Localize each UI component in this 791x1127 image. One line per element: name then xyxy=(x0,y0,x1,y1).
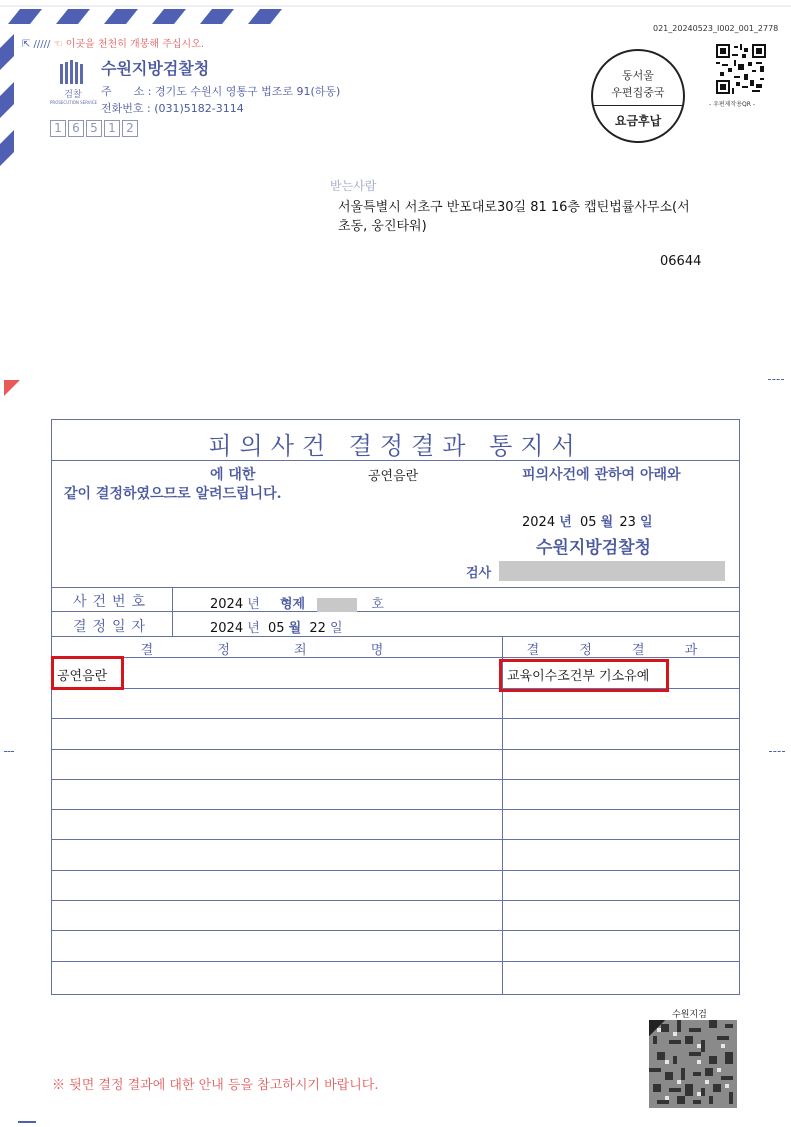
postmark-line3: 요금후납 xyxy=(614,114,662,128)
case-row-divider xyxy=(52,611,739,612)
open-notice-text: ☜ 이곳을 천천히 개봉해 주십시오. xyxy=(53,39,205,50)
postal-qr-code xyxy=(716,44,766,94)
case-number-redacted xyxy=(317,598,357,612)
decision-month: 05 xyxy=(267,621,285,636)
postal-digit: 5 xyxy=(86,120,102,137)
logo-sub: PROSECUTION SERVICE xyxy=(50,100,98,105)
intro-line2: 같이 결정하였으므로 알려드립니다. xyxy=(64,486,282,502)
notice-title: 피의사건 결정결과 통지서 xyxy=(208,432,583,460)
verification-qr-label: 수원지검 xyxy=(672,1010,707,1020)
postal-digit: 6 xyxy=(68,120,84,137)
date-day: 23 xyxy=(619,515,636,530)
prosecutor-name-redacted xyxy=(499,561,725,581)
table-row-line xyxy=(52,839,739,840)
notice-date xyxy=(522,511,653,530)
prosecution-logo xyxy=(50,60,96,106)
case-suffix: 호 xyxy=(371,597,384,612)
decision-day-unit: 일 xyxy=(330,621,343,636)
case-number-value xyxy=(210,593,384,612)
table-row-line xyxy=(52,718,739,719)
date-year: 2024 xyxy=(522,515,556,530)
postmark-line1: 동서울 xyxy=(622,69,654,82)
case-year: 2024 xyxy=(210,597,244,612)
table-row-line xyxy=(52,900,739,901)
intro-crime: 공연음란 xyxy=(368,469,419,484)
intro-tail: 피의사건에 관하여 아래와 xyxy=(522,467,681,483)
recipient-postal-code: 06644 xyxy=(660,254,702,269)
postal-digit: 2 xyxy=(122,120,138,137)
header-divider xyxy=(52,587,739,588)
decision-date-label: 결정일자 xyxy=(72,619,152,635)
footer-notice: ※ 뒷면 결정 결과에 대한 안내 등을 참고하시기 바랍니다. xyxy=(52,1078,379,1093)
recipient-address-line1: 서울특별시 서초구 반포대로30길 81 16층 캡틴법률사무소(서 xyxy=(338,200,690,215)
postmark-stamp xyxy=(591,49,685,143)
date-row-divider xyxy=(52,636,739,637)
title-divider xyxy=(52,460,739,461)
prosecutor-label: 검사 xyxy=(466,566,492,581)
fold-corner-mark xyxy=(4,380,20,396)
decision-date-value xyxy=(210,617,343,636)
fold-mark-left xyxy=(4,751,14,752)
sender-postal-code xyxy=(50,117,140,137)
address-label: 주 소 : xyxy=(101,85,152,98)
open-notice xyxy=(22,35,204,50)
case-number-label: 사건번호 xyxy=(72,594,152,610)
tear-line-icon: ⇱ ///// xyxy=(22,39,51,50)
decision-month-unit: 월 xyxy=(288,621,302,636)
sender-phone xyxy=(101,100,244,116)
date-year-unit: 년 xyxy=(559,515,572,530)
page-bottom-mark xyxy=(18,1121,36,1123)
phone-value: (031)5182-3114 xyxy=(154,102,244,115)
table-row-crime: 공연음란 xyxy=(57,669,108,684)
logo-icon xyxy=(56,60,90,86)
crime-column-header: 결 정 죄 명 xyxy=(140,643,414,658)
verification-qr-code xyxy=(649,1020,737,1108)
decision-year-unit: 년 xyxy=(247,621,260,636)
table-header-divider xyxy=(52,657,739,658)
fold-mark-right-top xyxy=(768,379,784,380)
decision-year: 2024 xyxy=(210,621,244,636)
sender-address xyxy=(101,83,340,99)
table-row-line xyxy=(52,809,739,810)
logo-text: 검찰 xyxy=(64,90,82,100)
decision-day: 22 xyxy=(309,621,326,636)
recipient-label: 받는사람 xyxy=(330,179,377,193)
date-month-unit: 월 xyxy=(600,515,614,530)
intro-about: 에 대한 xyxy=(210,467,256,483)
doc-code: 021_20240523_I002_001_2778 xyxy=(653,24,779,33)
phone-label: 전화번호 : xyxy=(101,102,151,115)
date-day-unit: 일 xyxy=(640,515,653,530)
postal-digit: 1 xyxy=(104,120,120,137)
address-value: 경기도 수원시 영통구 법조로 91(하동) xyxy=(154,85,341,98)
postmark-line2: 우편집중국 xyxy=(611,86,665,99)
postal-digit: 1 xyxy=(50,120,66,137)
result-column-header: 결 정 결 과 xyxy=(526,643,716,658)
label-column-divider xyxy=(172,587,173,636)
table-row-result: 교육이수조건부 기소유예 xyxy=(507,669,650,684)
case-type: 형제 xyxy=(279,597,306,612)
notice-form xyxy=(51,419,740,995)
issuing-office: 수원지방검찰청 xyxy=(536,538,651,558)
fold-mark-right xyxy=(769,751,785,752)
postal-qr-caption: - 우편제작용QR - xyxy=(709,101,756,108)
sender-name: 수원지방검찰청 xyxy=(101,59,210,78)
recipient-address-line2: 초동, 웅진타워) xyxy=(338,219,427,234)
table-row-line xyxy=(52,961,739,962)
table-row-line xyxy=(52,749,739,750)
table-row-line xyxy=(52,870,739,871)
table-row-line xyxy=(52,779,739,780)
highlight-crime xyxy=(51,656,124,690)
table-row-line xyxy=(52,930,739,931)
highlight-result xyxy=(499,659,669,692)
date-month: 05 xyxy=(579,515,597,530)
case-year-unit: 년 xyxy=(247,597,260,612)
